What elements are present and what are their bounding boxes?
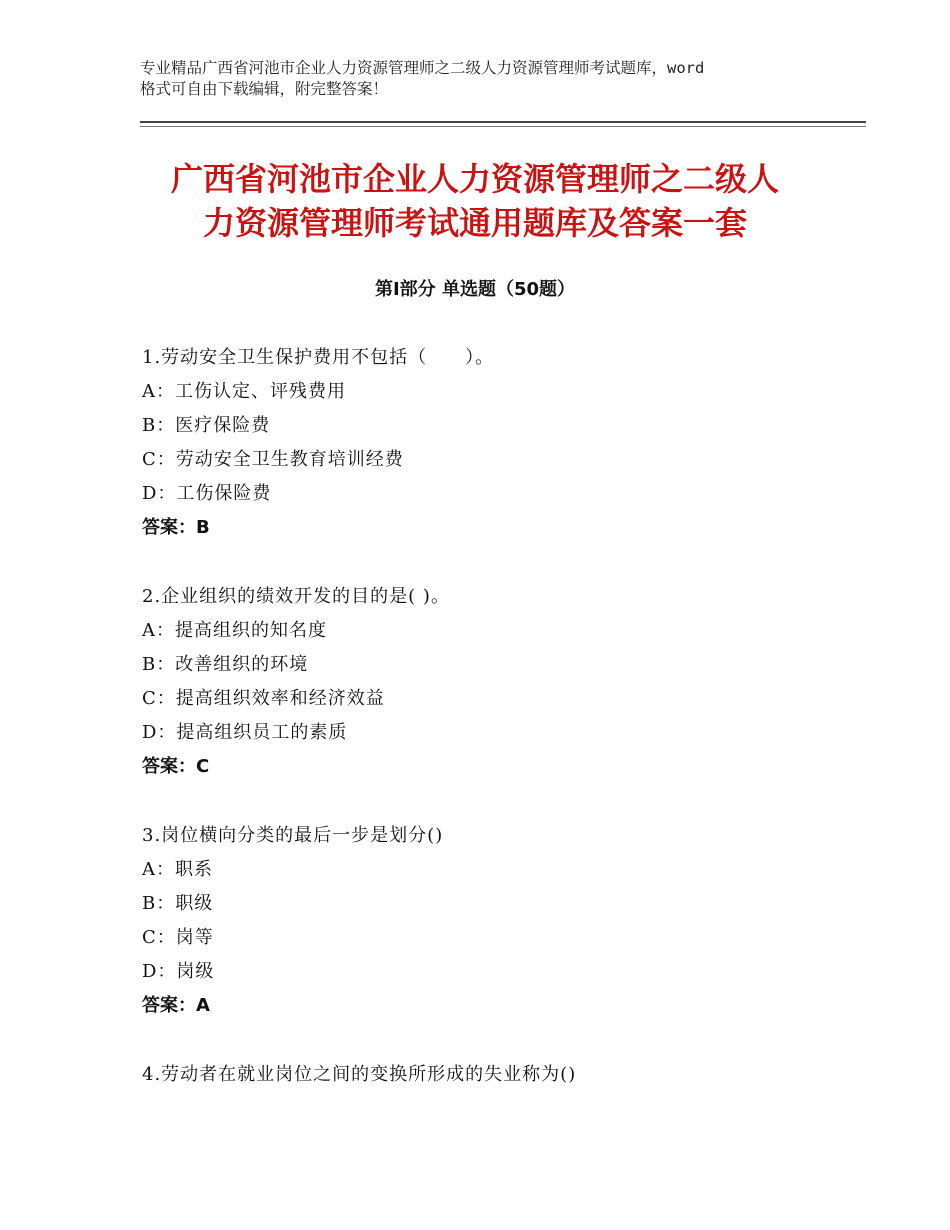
option-c: C：劳动安全卫生教育培训经费 <box>142 449 404 470</box>
answer: 答案：C <box>142 756 210 777</box>
option-c: C：岗等 <box>142 927 214 948</box>
option-b: B：医疗保险费 <box>142 415 271 436</box>
question-stem: 2.企业组织的绩效开发的目的是( )。 <box>142 586 450 607</box>
header-divider-thin <box>140 126 866 127</box>
section-title: 第Ⅰ部分 单选题（50题） <box>374 279 575 300</box>
option-a: A：职系 <box>142 859 213 880</box>
question-stem: 1.劳动安全卫生保护费用不包括（ ）。 <box>142 347 495 368</box>
header-note-line-2: 格式可自由下载编辑，附完整答案！ <box>140 80 389 98</box>
question-4 <box>142 1058 842 1092</box>
document-title-line-2: 力资源管理师考试通用题库及答案一套 <box>202 204 747 242</box>
header-note-line-1: 专业精品广西省河池市企业人力资源管理师之二级人力资源管理师考试题库，word <box>140 59 705 77</box>
header-note <box>140 58 820 100</box>
option-d: D：岗级 <box>142 961 215 982</box>
option-a: A：工伤认定、评残费用 <box>142 381 346 402</box>
option-d: D：提高组织员工的素质 <box>142 722 348 743</box>
option-b: B：改善组织的环境 <box>142 654 309 675</box>
answer: 答案：B <box>142 517 210 538</box>
option-d: D：工伤保险费 <box>142 483 272 504</box>
document-title-line-1: 广西省河池市企业人力资源管理师之二级人 <box>170 160 779 198</box>
question-stem: 3.岗位横向分类的最后一步是划分() <box>142 825 444 846</box>
option-c: C：提高组织效率和经济效益 <box>142 688 385 709</box>
option-a: A：提高组织的知名度 <box>142 620 327 641</box>
question-3 <box>142 819 842 1023</box>
question-1 <box>142 341 842 545</box>
question-2 <box>142 580 842 784</box>
document-title <box>110 157 840 245</box>
question-stem: 4.劳动者在就业岗位之间的变换所形成的失业称为() <box>142 1064 577 1085</box>
answer: 答案：A <box>142 995 210 1016</box>
option-b: B：职级 <box>142 893 214 914</box>
header-divider-thick <box>140 121 866 123</box>
